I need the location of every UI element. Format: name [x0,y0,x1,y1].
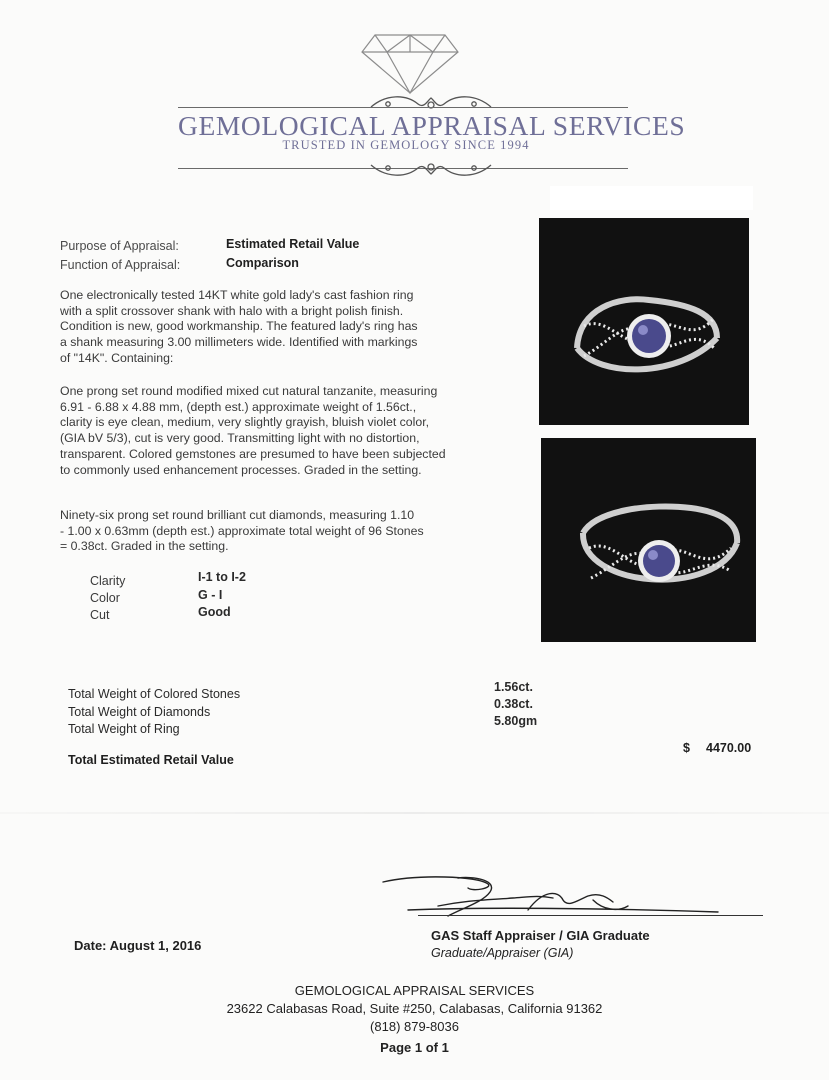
color-value: G - I [198,588,223,602]
paper-fold-line [0,812,829,814]
tanzanite-description [60,384,446,478]
description-line: = 0.38ct. Graded in the setting. [60,539,229,554]
footer-company: GEMOLOGICAL APPRAISAL SERVICES [294,983,535,998]
description-line: 6.91 - 6.88 x 4.88 mm, (depth est.) approximate weight of 1.56ct., [60,399,417,414]
ring-description [60,288,418,367]
function-value: Comparison [226,256,299,270]
diamond-description [60,508,424,555]
signature-line [418,915,763,916]
redacted-area [550,186,753,210]
total-ring-label: Total Weight of Ring [68,722,180,736]
total-retail-value: 4470.00 [706,741,752,755]
description-line: Ninety-six prong set round brilliant cut diamonds, measuring 1.10 [60,508,415,522]
purpose-value: Estimated Retail Value [226,237,360,251]
description-line: to commonly used enhancement processes. Graded in the setting. [60,462,422,477]
clarity-value: I-1 to I-2 [198,570,246,584]
total-diamonds-value: 0.38ct. [494,697,533,711]
diamond-logo-icon [360,30,460,96]
description-line: One prong set round modified mixed cut natural tanzanite, measuring [60,384,438,398]
clarity-label: Clarity [90,574,126,588]
purpose-label: Purpose of Appraisal: [60,239,179,253]
cut-value: Good [198,605,231,619]
color-label: Color [90,591,120,605]
total-diamonds-label: Total Weight of Diamonds [68,705,211,719]
ring-photo-top [539,218,749,425]
appraisal-date: Date: August 1, 2016 [74,938,202,953]
currency-symbol: $ [683,741,690,755]
ring-image-icon [541,438,756,642]
description-line: (GIA bV 5/3), cut is very good. Transmitting light with no distortion, [60,431,420,446]
company-title: GEMOLOGICAL APPRAISAL SERVICES [178,110,686,141]
cut-label: Cut [90,608,110,622]
footer-phone: (818) 879-8036 [370,1019,459,1034]
description-line: One electronically tested 14KT white gold lady's cast fashion ring [60,288,414,302]
appraiser-title: GAS Staff Appraiser / GIA Graduate [431,928,650,943]
ornament-bottom-icon [366,158,496,180]
ring-image-icon [539,218,749,425]
total-colored-label: Total Weight of Colored Stones [68,687,241,701]
description-line: of "14K". Containing: [60,350,174,365]
company-tagline: TRUSTED IN GEMOLOGY SINCE 1994 [282,138,530,152]
description-line: with a split crossover shank with halo with a bright polish finish. [60,303,404,318]
page-number: Page 1 of 1 [380,1040,449,1055]
total-ring-value: 5.80gm [494,714,538,728]
description-line: a shank measuring 3.00 millimeters wide. Identified with markings [60,335,418,350]
ring-photo-bottom [541,438,756,642]
appraiser-signature [378,870,768,925]
description-line: Condition is new, good workmanship. The featured lady's ring has [60,319,418,334]
header-rule-top [178,107,628,108]
total-colored-value: 1.56ct. [494,680,533,694]
description-line: transparent. Colored gemstones are presumed to have been subjected [60,446,446,461]
footer-address: 23622 Calabasas Road, Suite #250, Calabasas, California 91362 [226,1001,603,1016]
description-line: clarity is eye clean, medium, very slightly grayish, bluish violet color, [60,415,430,430]
total-retail-label: Total Estimated Retail Value [68,753,234,767]
function-label: Function of Appraisal: [60,258,181,272]
appraiser-subtitle: Graduate/Appraiser (GIA) [431,946,574,960]
description-line: - 1.00 x 0.63mm (depth est.) approximate total weight of 96 Stones [60,523,424,538]
